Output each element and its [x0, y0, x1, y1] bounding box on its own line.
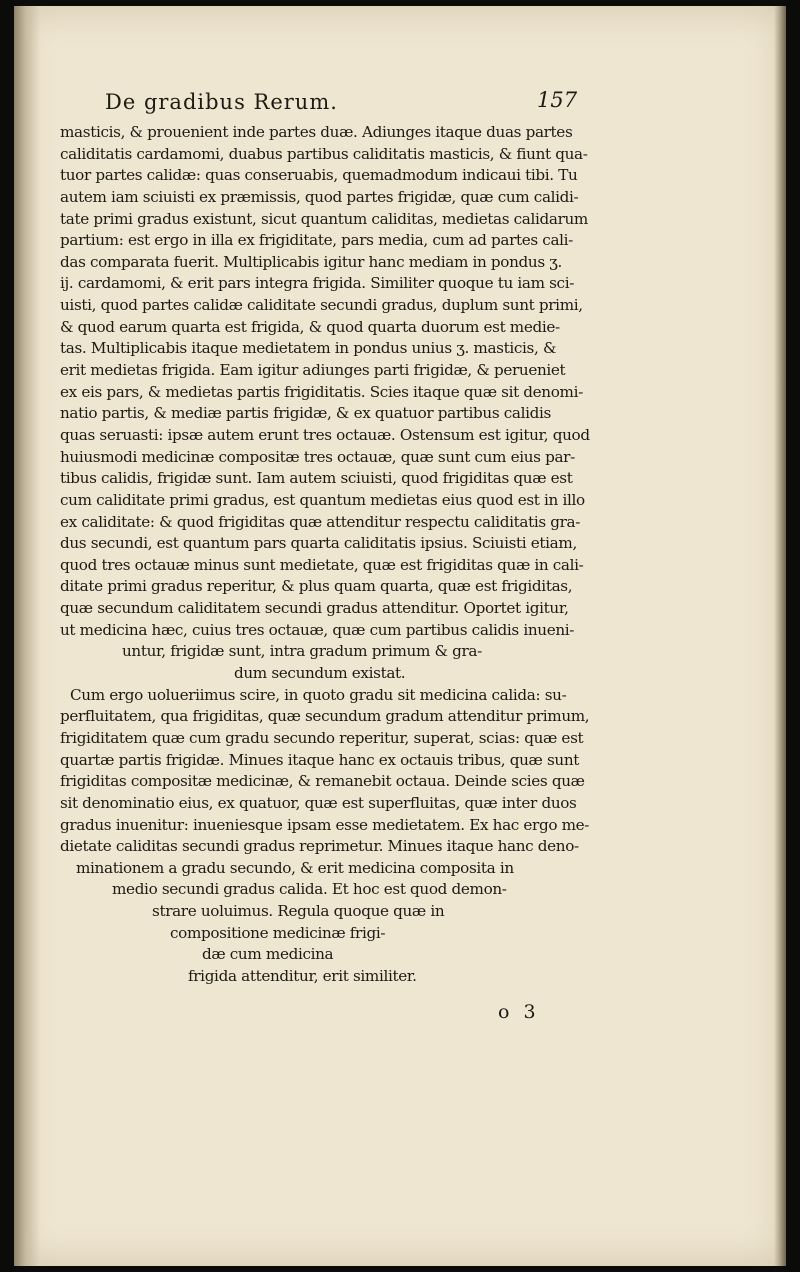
text-line: untur, frigidæ sunt, intra gradum primum & gra- [122, 642, 482, 661]
signature-mark: o 3 [498, 1001, 540, 1023]
running-title: De gradibus Rerum. [105, 90, 338, 114]
text-line: quas seruasti: ipsæ autem erunt tres octauæ. Ostensum est igitur, quod [60, 425, 590, 444]
text-line: dum secundum existat. [234, 664, 406, 683]
folio-number: 157 [537, 88, 578, 112]
text-line: sit denominatio eius, ex quatuor, quæ est superfluitas, quæ inter duos [60, 793, 577, 812]
text-line: dietate caliditas secundi gradus reprimetur. Minues itaque hanc deno- [60, 837, 579, 856]
text-line: autem iam sciuisti ex præmissis, quod partes frigidæ, quæ cum calidi- [60, 187, 579, 206]
text-line: strare uoluimus. Regula quoque quæ in [152, 902, 445, 921]
text-line: dæ cum medicina [202, 945, 334, 964]
text-line: minationem a gradu secundo, & erit medicina composita in [76, 858, 514, 877]
text-line: frigiditas compositæ medicinæ, & remanebit octaua. Deinde scies quæ [60, 772, 585, 791]
text-line: tuor partes calidæ: quas conseruabis, quemadmodum indicaui tibi. Tu [60, 166, 578, 185]
text-line: tibus calidis, frigidæ sunt. Iam autem sciuisti, quod frigiditas quæ est [60, 469, 573, 488]
text-line: Cum ergo uolueriimus scire, in quoto gradu sit medicina calida: su- [70, 685, 567, 704]
text-line: frigida attenditur, erit similiter. [188, 966, 417, 985]
text-line: frigiditatem quæ cum gradu secundo reperitur, superat, scias: quæ est [60, 728, 584, 747]
text-line: partium: est ergo in illa ex frigiditate, pars media, cum ad partes cali- [60, 231, 573, 250]
text-line: ut medicina hæc, cuius tres octauæ, quæ cum partibus calidis inueni- [60, 620, 575, 639]
text-line: quartæ partis frigidæ. Minues itaque hanc ex octauis tribus, quæ sunt [60, 750, 580, 769]
text-line: ditate primi gradus reperitur, & plus quam quarta, quæ est frigiditas, [60, 577, 573, 596]
text-line: perfluitatem, qua frigiditas, quæ secundum gradum attenditur primum, [60, 707, 590, 726]
text-line: & quod earum quarta est frigida, & quod quarta duorum est medie- [60, 317, 560, 336]
text-line: das comparata fuerit. Multiplicabis igitur hanc mediam in pondus ʒ. [60, 252, 562, 271]
text-line: dus secundi, est quantum pars quarta caliditatis ipsius. Sciuisti etiam, [60, 534, 577, 553]
text-line: erit medietas frigida. Eam igitur adiunges parti frigidæ, & perueniet [60, 361, 566, 380]
text-line: tas. Multiplicabis itaque medietatem in pondus unius ʒ. masticis, & [60, 339, 557, 358]
text-line: masticis, & prouenient inde partes duæ. Adiunges itaque duas partes [60, 123, 573, 141]
text-line: huiusmodi medicinæ compositæ tres octauæ, quæ sunt cum eius par- [60, 447, 575, 466]
text-line: cum caliditate primi gradus, est quantum medietas eius quod est in illo [60, 490, 585, 509]
text-line: quæ secundum caliditatem secundi gradus attenditur. Oportet igitur, [60, 599, 569, 618]
text-line: tate primi gradus existunt, sicut quantum caliditas, medietas calidarum [60, 209, 588, 228]
text-line: compositione medicinæ frigi- [170, 923, 386, 942]
running-header [105, 86, 605, 120]
text-line: natio partis, & mediæ partis frigidæ, & ex quatuor partibus calidis [60, 404, 551, 423]
text-line: ij. cardamomi, & erit pars integra frigida. Similiter quoque tu iam sci- [60, 274, 574, 293]
text-line: gradus inuenitur: inueniesque ipsam esse medietatem. Ex hac ergo me- [60, 815, 590, 834]
text-line: caliditatis cardamomi, duabus partibus caliditatis masticis, & fiunt qua- [60, 144, 588, 163]
text-line: ex eis pars, & medietas partis frigiditatis. Scies itaque quæ sit denomi- [60, 382, 583, 401]
text-line: uisti, quod partes calidæ caliditate secundi gradus, duplum sunt primi, [60, 296, 583, 315]
body-text [60, 122, 620, 988]
text-line: quod tres octauæ minus sunt medietate, quæ est frigiditas quæ in cali- [60, 555, 584, 574]
text-line: medio secundi gradus calida. Et hoc est quod demon- [112, 880, 507, 899]
text-line: ex caliditate: & quod frigiditas quæ attenditur respectu caliditatis gra- [60, 512, 581, 531]
binding-gutter [14, 6, 40, 1266]
page-edge [774, 6, 786, 1266]
